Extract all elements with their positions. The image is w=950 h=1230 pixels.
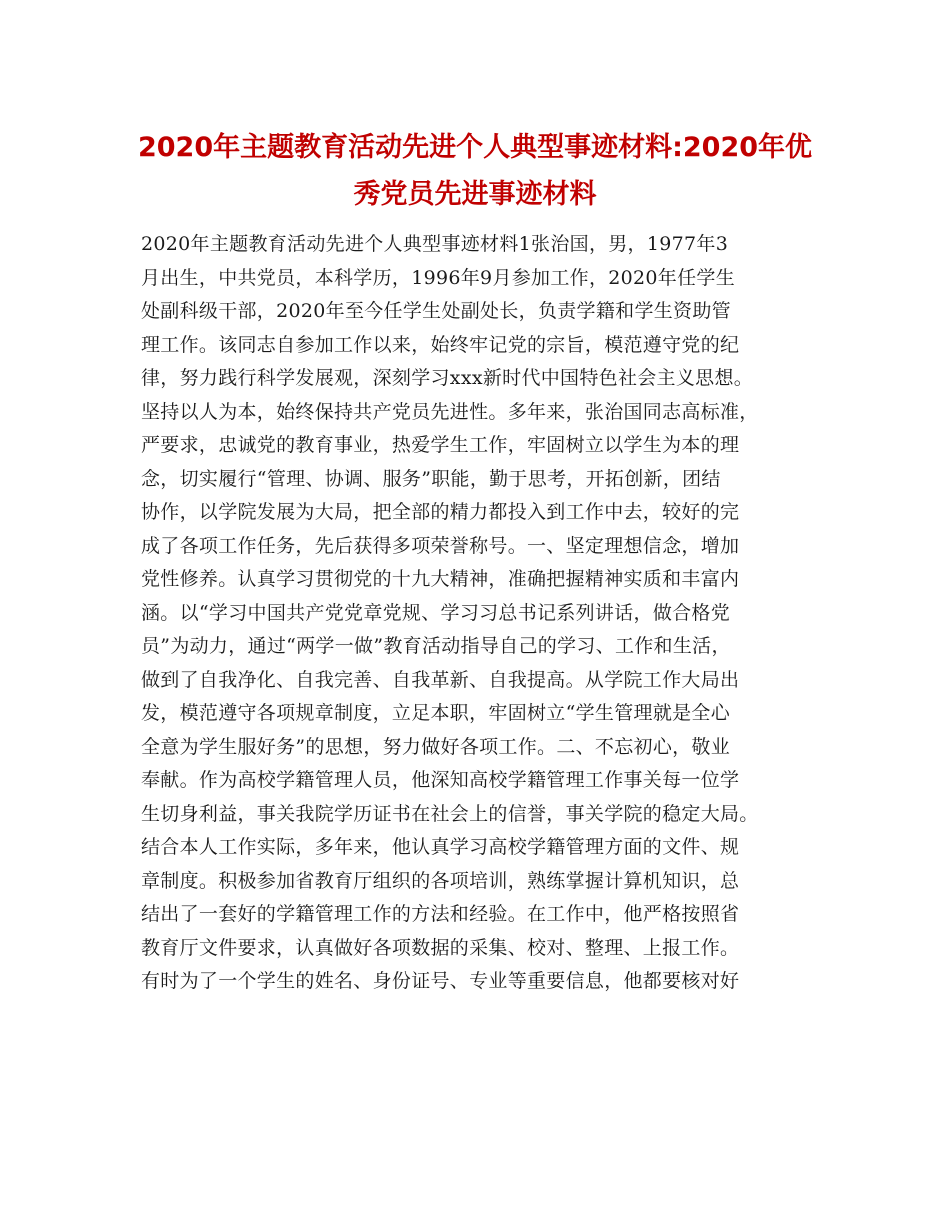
body-line: 协作，以学院发展为大局，把全部的精力都投入到工作中去，较好的完 — [141, 501, 740, 523]
body-line: 律，努力践行科学发展观，深刻学习xxx新时代中国特色社会主义思想。 — [141, 367, 754, 389]
title-line: 2020年主题教育活动先进个人典型事迹材料:2020年优 — [137, 132, 813, 163]
body-line: 2020年主题教育活动先进个人典型事迹材料1张治国，男，1977年3 — [141, 233, 729, 255]
body-line: 成了各项工作任务，先后获得多项荣誉称号。一、坚定理想信念，增加 — [141, 534, 740, 557]
body-paragraph — [141, 228, 821, 999]
body-line: 有时为了一个学生的姓名、身份证号、专业等重要信息，他都要核对好 — [141, 970, 740, 992]
body-line: 党性修养。认真学习贯彻党的十九大精神，准确把握精神实质和丰富内 — [141, 568, 740, 590]
body-line: 处副科级干部，2020年至今任学生处副处长，负责学籍和学生资助管 — [141, 300, 731, 322]
body-line: 结合本人工作实际，多年来，他认真学习高校学籍管理方面的文件、规 — [141, 836, 740, 858]
body-line: 生切身利益，事关我院学历证书在社会上的信誉，事关学院的稳定大局。 — [141, 802, 759, 825]
title-line: 秀党员先进事迹材料 — [353, 179, 597, 210]
body-line: 章制度。积极参加省教育厅组织的各项培训，熟练掌握计算机知识，总 — [141, 869, 740, 892]
body-line: 教育厅文件要求，认真做好各项数据的采集、校对、整理、上报工作。 — [141, 936, 740, 959]
document-title — [100, 124, 850, 218]
body-line: 做到了自我净化、自我完善、自我革新、自我提高。从学院工作大局出 — [141, 668, 740, 691]
body-line: 涵。以“学习中国共产党党章党规、学习习总书记系列讲话，做合格党 — [141, 601, 731, 624]
body-line: 全意为学生服好务”的思想，努力做好各项工作。二、不忘初心，敬业 — [141, 735, 731, 758]
body-line: 坚持以人为本，始终保持共产党员先进性。多年来，张治国同志高标准， — [141, 400, 759, 423]
body-line: 理工作。该同志自参加工作以来，始终牢记党的宗旨，模范遵守党的纪 — [141, 333, 740, 356]
body-line: 结出了一套好的学籍管理工作的方法和经验。在工作中，他严格按照省 — [141, 903, 740, 925]
body-line: 奉献。作为高校学籍管理人员，他深知高校学籍管理工作事关每一位学 — [141, 769, 740, 791]
body-line: 严要求，忠诚党的教育事业，热爱学生工作，牢固树立以学生为本的理 — [141, 434, 740, 456]
body-line: 员”为动力，通过“两学一做”教育活动指导自己的学习、工作和生活， — [141, 635, 731, 657]
body-line: 念，切实履行“管理、协调、服务”职能，勤于思考，开拓创新，团结 — [141, 467, 721, 490]
body-line: 月出生，中共党员，本科学历，1996年9月参加工作，2020年任学生 — [141, 266, 735, 289]
body-line: 发，模范遵守各项规章制度，立足本职，牢固树立“学生管理就是全心 — [141, 702, 731, 724]
